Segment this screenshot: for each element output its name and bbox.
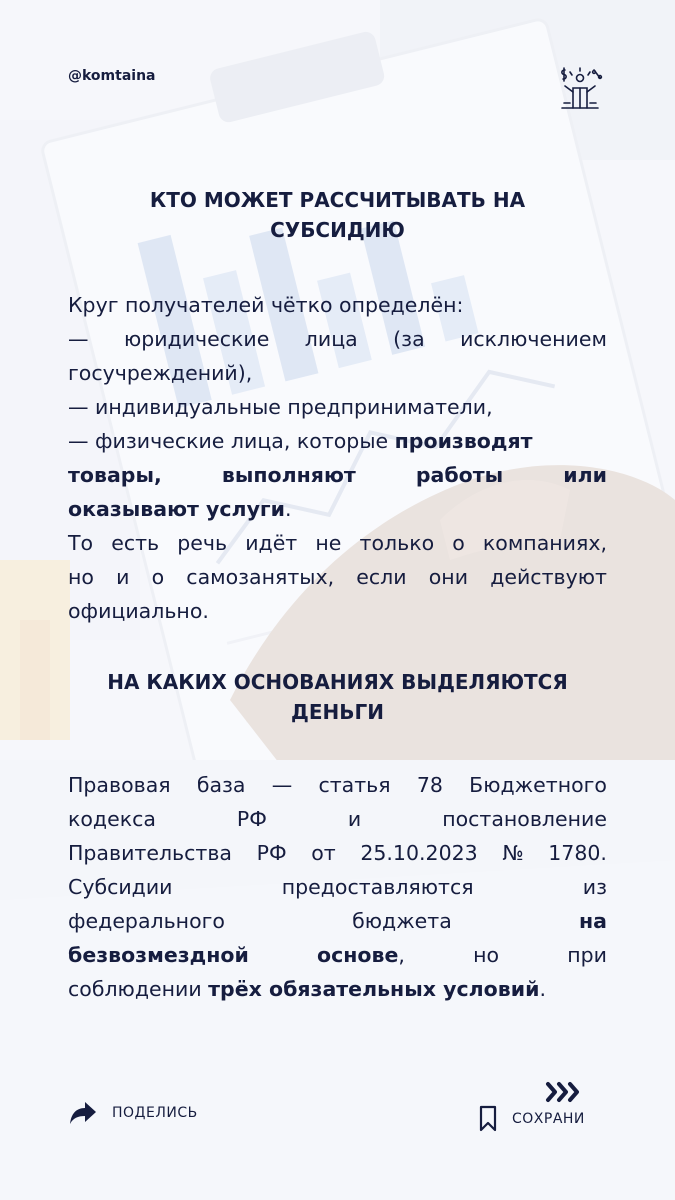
text-span: — xyxy=(68,327,89,351)
triple-chevron-right-icon-graphic xyxy=(545,1081,581,1103)
text-span: госучреждений), xyxy=(68,361,253,385)
punctuation: , xyxy=(398,943,405,967)
text-span: (за xyxy=(393,327,425,351)
text-span: и xyxy=(116,565,130,589)
text-span: статья xyxy=(318,773,391,797)
share-arrow-icon xyxy=(68,1100,98,1126)
text-span: идёт xyxy=(245,531,298,555)
text-line xyxy=(68,390,607,424)
text-span: предоставляются xyxy=(281,875,474,899)
text-span: действуют xyxy=(490,565,607,589)
text-line xyxy=(68,836,607,870)
text-span: — xyxy=(271,773,293,797)
text-span: бюджета xyxy=(352,909,452,933)
text-span: есть xyxy=(111,531,160,555)
text-span: Круг получателей чётко определён: xyxy=(68,293,464,317)
text-line xyxy=(68,972,607,1006)
bold-text: производят xyxy=(394,429,533,453)
text-span: кодекса xyxy=(68,807,156,831)
text-span: . xyxy=(539,977,546,1001)
text-line xyxy=(68,594,607,628)
save-label: СОХРАНИ xyxy=(512,1111,585,1127)
text-span: — физические лица, которые xyxy=(68,429,395,453)
text-span: из xyxy=(582,875,607,899)
save-button[interactable] xyxy=(478,1105,585,1133)
text-span: . xyxy=(285,497,292,521)
text-line xyxy=(68,938,607,972)
triple-chevron-right-icon[interactable] xyxy=(545,1081,581,1107)
text-line xyxy=(68,458,607,492)
section-title-legal-basis-line1: НА КАКИХ ОСНОВАНИЯХ ВЫДЕЛЯЮТСЯ xyxy=(107,670,568,694)
text-span: только xyxy=(359,531,435,555)
text-span: не xyxy=(315,531,342,555)
finance-person-icon xyxy=(556,64,604,112)
text-line xyxy=(68,768,607,802)
section-title-legal-basis xyxy=(68,667,607,727)
text-span: № xyxy=(502,841,524,865)
share-button[interactable] xyxy=(68,1100,198,1126)
text-span: при xyxy=(567,943,607,967)
bold-text: товары, xyxy=(68,463,162,487)
text-line xyxy=(68,526,607,560)
bookmark-icon xyxy=(478,1105,498,1133)
text-line xyxy=(68,288,607,322)
bold-text: на xyxy=(579,909,607,933)
author-handle[interactable]: @komtaina xyxy=(68,68,156,84)
text-span: официально. xyxy=(68,599,209,623)
text-span: 25.10.2023 xyxy=(360,841,478,865)
text-span: РФ xyxy=(256,841,287,865)
text-span: 1780. xyxy=(548,841,607,865)
text-span: если xyxy=(356,565,407,589)
text-span: федерального xyxy=(68,909,225,933)
text-span: и xyxy=(347,807,362,831)
section-title-legal-basis-line2: ДЕНЬГИ xyxy=(291,700,384,724)
bold-text: основе xyxy=(317,943,399,967)
text-span: от xyxy=(311,841,336,865)
bold-text: выполняют xyxy=(221,463,356,487)
text-span: компаниях, xyxy=(482,531,607,555)
bold-text: оказывают услуги xyxy=(68,497,286,521)
text-span: Субсидии xyxy=(68,875,173,899)
section-title-recipients-line2: СУБСИДИЮ xyxy=(270,218,405,242)
text-span: юридические xyxy=(123,327,270,351)
text-span: но xyxy=(68,565,94,589)
section-title-recipients-line1: КТО МОЖЕТ РАССЧИТЫВАТЬ НА xyxy=(149,188,526,212)
legal-basis-paragraph xyxy=(68,768,607,1006)
text-span: постановление xyxy=(442,807,607,831)
text-span: лица xyxy=(304,327,358,351)
text-span: о xyxy=(151,565,165,589)
text-line xyxy=(68,424,607,458)
bold-text: работы xyxy=(415,463,504,487)
text-span: 78 xyxy=(416,773,443,797)
text-span: речь xyxy=(177,531,228,555)
bold-text: или xyxy=(563,463,607,487)
text-span: самозанятых, xyxy=(186,565,335,589)
text-span: — индивидуальные предприниматели, xyxy=(68,395,493,419)
bold-text: трёх обязательных условий xyxy=(208,977,540,1001)
text-span: То xyxy=(68,531,94,555)
recipients-paragraph xyxy=(68,288,607,628)
text-span: РФ xyxy=(236,807,267,831)
text-line xyxy=(68,322,607,356)
text-line xyxy=(68,802,607,836)
text-span: о xyxy=(452,531,465,555)
share-label: ПОДЕЛИСЬ xyxy=(112,1105,198,1121)
text-span: исключением xyxy=(460,327,607,351)
bold-text: безвозмездной xyxy=(68,943,249,967)
text-span: Правительства xyxy=(68,841,232,865)
text-line xyxy=(68,904,607,938)
text-span: соблюдении xyxy=(68,977,209,1001)
text-line xyxy=(68,560,607,594)
text-span: Бюджетного xyxy=(469,773,607,797)
text-span: они xyxy=(428,565,469,589)
text-line xyxy=(68,492,607,526)
text-span: но xyxy=(473,943,500,967)
section-title-recipients xyxy=(68,185,607,245)
text-line xyxy=(68,870,607,904)
text-span: база xyxy=(196,773,246,797)
word-with-punctuation xyxy=(317,938,405,972)
text-span: Правовая xyxy=(68,773,171,797)
text-line xyxy=(68,356,607,390)
